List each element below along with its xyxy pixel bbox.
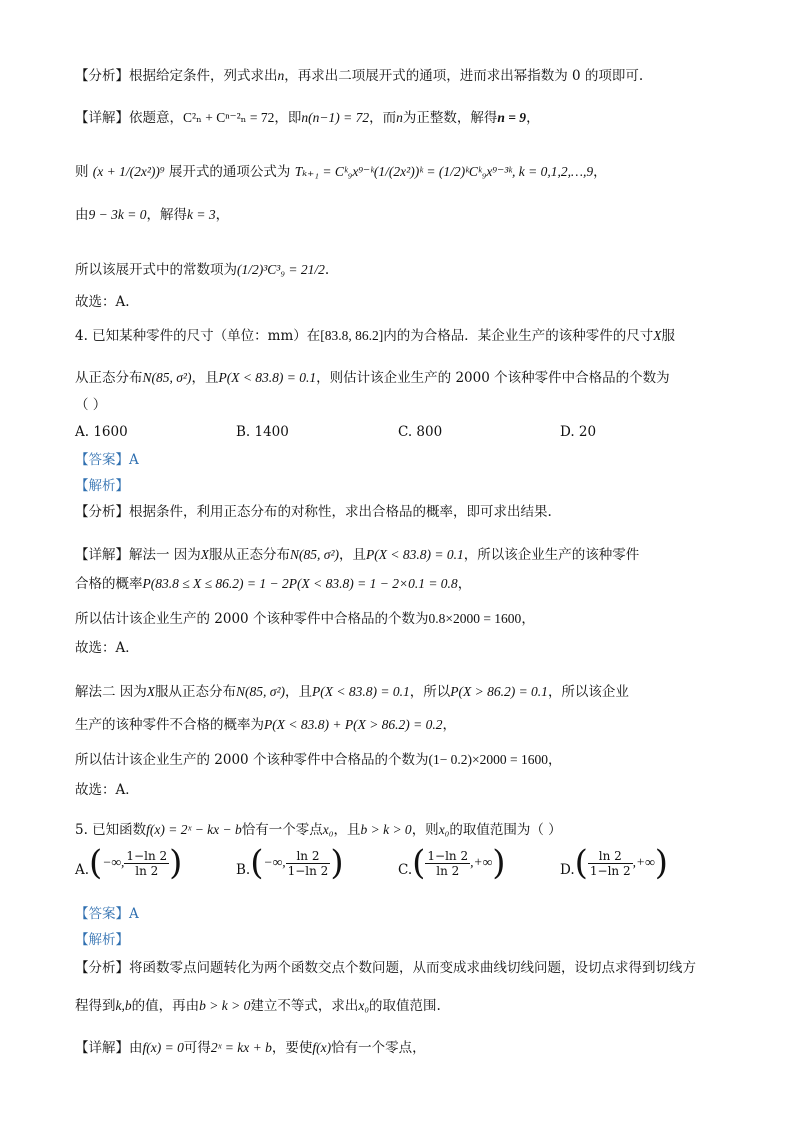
choose-line: 故选：A. xyxy=(75,294,130,310)
q5-analysis-line1: 【分析】将函数零点问题转化为两个函数交点个数问题，从而变成求曲线切线问题，设切点求得到切线方 xyxy=(75,960,696,976)
constant-term-expression: (1/2)³C³₉ = 21/2 xyxy=(237,262,325,277)
q5-analysis-line2: 程得到k,b的值，再由b > k > 0建立不等式，求出x₀的取值范围. xyxy=(75,998,441,1014)
q5-answer: 【答案】A xyxy=(75,906,139,922)
q4-solution2-line1: 解法二 因为X服从正态分布N(85, σ²)，且P(X < 83.8) = 0.1，所以P(X > 86.2) = 0.1，所以该企业 xyxy=(75,684,629,700)
q4-solution1-line3: 所以估计该企业生产的 2000 个该种零件中合格品的个数为0.8×2000 = 1600， xyxy=(75,611,535,627)
constant-term-line: 所以该展开式中的常数项为(1/2)³C³₉ = 21/2. xyxy=(75,262,330,278)
q5-detail-line: 【详解】由f(x) = 0可得2ˣ = kx + b，要使f(x)恰有一个零点， xyxy=(75,1040,426,1056)
q4-solution1-end: 故选：A． xyxy=(75,640,139,656)
q4-option-c: C. 800 xyxy=(398,424,443,440)
q5-analysis-heading: 【解析】 xyxy=(75,932,129,948)
analysis-paragraph: 【分析】根据给定条件，列式求出n，再求出二项展开式的通项，进而求出幂指数为 0 的项即可. xyxy=(75,68,644,84)
q4-stem-line2: 从正态分布N(85, σ²)，且P(X < 83.8) = 0.1，则估计该企业生产的 2000 个该种零件中合格品的个数为 xyxy=(75,370,670,386)
q4-option-b: B. 1400 xyxy=(236,424,289,440)
analysis-tag: 【分析】 xyxy=(75,68,129,84)
q4-solution1-line1: 【详解】解法一 因为X服从正态分布N(85, σ²)，且P(X < 83.8) = 0.1，所以该企业生产的该种零件 xyxy=(75,547,640,563)
general-term-formula: Tₖ₊₁ = Cᵏ₉x⁹⁻ᵏ(1/(2x²))ᵏ = (1/2)ᵏCᵏ₉x⁹⁻³ᵏ, k = 0,1,2,…,9 xyxy=(294,164,594,179)
q4-stem-line1: 4. 已知某种零件的尺寸（单位：mm）在[83.8, 86.2]内的为合格品．某企业生产的该种零件的尺寸X服 xyxy=(75,328,676,344)
q5-option-d: D.( $\frac{\ln 2}{1-\ln 2}$ ,+∞) xyxy=(560,843,668,883)
q4-option-a: A. 1600 xyxy=(75,424,128,440)
q5-option-c: C.( $\frac{1-\ln 2}{\ln 2}$ ,+∞) xyxy=(398,843,506,883)
solve-k-line: 由9 − 3k = 0，解得k = 3， xyxy=(75,207,230,223)
q4-analysis-heading: 【解析】 xyxy=(75,478,129,494)
q4-stem-line3: （ ） xyxy=(75,397,107,413)
general-term-line: 则 (x + 1/(2x²))⁹ 展开式的通项公式为 Tₖ₊₁ = Cᵏ₉x⁹⁻ᵏ(1/(2x²))ᵏ = (1/2)ᵏCᵏ₉x⁹⁻³ᵏ, k = 0,1,2,…,9， xyxy=(75,164,607,180)
q4-answer: 【答案】A xyxy=(75,452,139,468)
q5-stem: 5. 已知函数f(x) = 2ˣ − kx − b恰有一个零点x₀，且b > k > 0，则x₀的取值范围为（ ） xyxy=(75,822,562,838)
detail-tag: 【详解】 xyxy=(75,110,129,126)
q5-option-b: B.(−∞, $\frac{\ln 2}{1-\ln 2}$ ) xyxy=(236,843,344,883)
q4-solution2-line2: 生产的该种零件不合格的概率为P(X < 83.8) + P(X > 86.2) = 0.2， xyxy=(75,717,457,733)
q5-option-a: A.(−∞, $\frac{1-\ln 2}{\ln 2}$ ) xyxy=(75,843,183,883)
q4-option-d: D. 20 xyxy=(560,424,597,440)
q4-analysis: 【分析】根据条件，利用正态分布的对称性，求出合格品的概率，即可求出结果. xyxy=(75,504,552,520)
q4-solution1-line2: 合格的概率P(83.8 ≤ X ≤ 86.2) = 1 − 2P(X < 83.8) = 1 − 2×0.1 = 0.8， xyxy=(75,576,472,592)
q4-solution2-end: 故选：A． xyxy=(75,782,139,798)
detail-paragraph: 【详解】依题意，C²ₙ + Cⁿ⁻²ₙ = 72，即n(n−1) = 72，而n为正整数，解得n = 9， xyxy=(75,110,540,126)
q4-solution2-line3: 所以估计该企业生产的 2000 个该种零件中合格品的个数为(1− 0.2)×2000 = 1600， xyxy=(75,752,562,768)
combination-equation: C²ₙ + Cⁿ⁻²ₙ = 72 xyxy=(183,110,275,125)
binomial-expression: (x + 1/(2x²))⁹ xyxy=(92,164,165,179)
